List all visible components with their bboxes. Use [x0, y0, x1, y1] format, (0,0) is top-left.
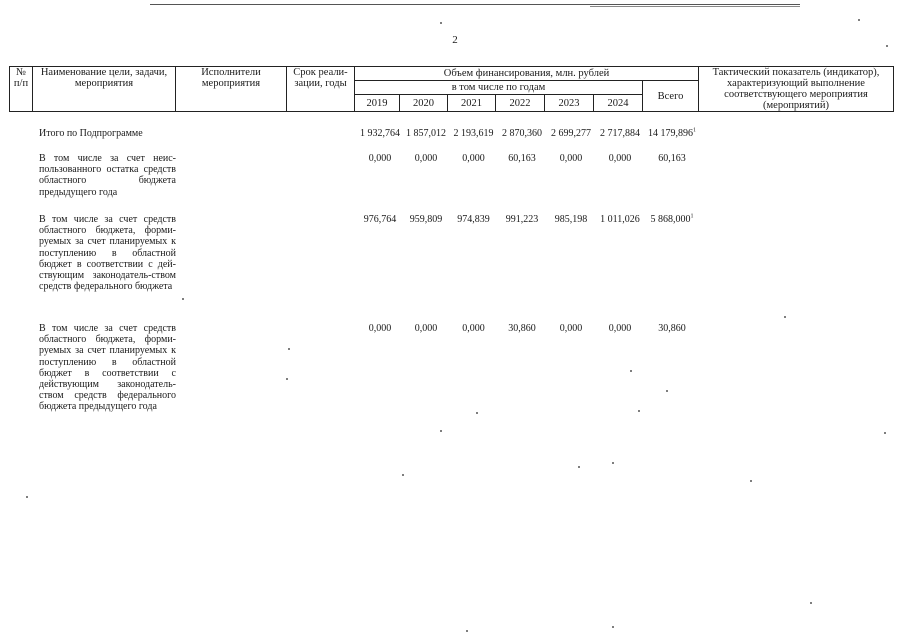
header-year: 2022: [496, 95, 545, 112]
header-executors: Исполнители мероприятия: [176, 67, 287, 112]
scan-speck: [630, 370, 632, 372]
scan-speck: [288, 348, 290, 350]
row-value-2020: 959,809: [409, 214, 443, 225]
row-value-2022: 2 870,360: [502, 128, 542, 139]
row-value-2021: 0,000: [462, 153, 485, 164]
scan-speck: [638, 410, 640, 412]
row-value-2019: 0,000: [368, 153, 392, 164]
row-total: 30,860: [658, 323, 686, 334]
scan-speck: [182, 298, 184, 300]
scan-speck: [26, 496, 28, 498]
row-value-2021: 974,839: [457, 214, 490, 225]
header-funding: Объем финансирования, млн. рублей: [355, 67, 699, 81]
row-value-2019: 976,764: [363, 214, 397, 225]
scan-speck: [286, 378, 288, 380]
footnote-mark: 1: [693, 127, 696, 134]
row-total: 14 179,896$^1$: [648, 127, 696, 139]
scan-speck: [612, 462, 614, 464]
row-value-2019: 0,000: [368, 323, 392, 334]
scan-speck: [476, 412, 478, 414]
row-value-2022: 991,223: [505, 214, 539, 225]
row-value-2023: 985,198: [554, 214, 588, 225]
scan-speck: [750, 480, 752, 482]
scan-speck: [858, 19, 860, 21]
page-number: 2: [452, 34, 458, 46]
scan-top-line: [150, 4, 800, 5]
scan-speck: [402, 474, 404, 476]
header-year: 2023: [545, 95, 594, 112]
header-indicator: Тактический показатель (индикатор), характеризующий выполнение соответствующего мероприятия (мероприятий): [699, 67, 894, 112]
header-num: № п/п: [10, 67, 33, 112]
scan-speck: [784, 316, 786, 318]
scan-speck: [440, 430, 442, 432]
row-total: 5 868,000$^1$: [650, 213, 694, 225]
row-value-2021: 2 193,619: [453, 128, 494, 139]
header-year: 2020: [400, 95, 448, 112]
scan-speck: [440, 22, 442, 24]
row-value-2022: 30,860: [508, 323, 536, 334]
row-value-2023: 2 699,277: [551, 128, 591, 139]
scan-speck: [666, 390, 668, 392]
scan-speck: [578, 466, 580, 468]
header-total: Всего: [643, 81, 699, 112]
header-year: 2019: [355, 95, 400, 112]
row-value-2023: 0,000: [559, 153, 583, 164]
row-value-2021: 0,000: [462, 323, 485, 334]
row-value-2020: 0,000: [414, 153, 438, 164]
row-value-2024: 2 717,884: [600, 128, 640, 139]
header-by-years: в том числе по годам: [355, 81, 643, 95]
footnote-mark: 1: [690, 213, 694, 220]
scan-speck: [466, 630, 468, 632]
header-name: Наименование цели, задачи, мероприятия: [33, 67, 176, 112]
row-name: В том числе за счет средств областного бюджета, форми-руемых за счет планируемых к поступлению в областной бюджет в соответствии с действующим законодатель-ством средств федерального бюджета предыдущего года: [39, 323, 176, 413]
table-header: [9, 66, 894, 112]
scan-speck: [886, 45, 888, 47]
row-value-2024: 0,000: [608, 323, 632, 334]
row-total: 60,163: [658, 153, 686, 164]
row-name: В том числе за счет неис-пользованного остатка средств областного бюджета предыдущего года: [39, 153, 176, 198]
scan-speck: [612, 626, 614, 628]
header-year: 2024: [594, 95, 643, 112]
row-value-2020: 0,000: [414, 323, 438, 334]
scan-speck: [810, 602, 812, 604]
row-name: В том числе за счет средств областного бюджета, форми-руемых за счет планируемых к поступлению в областной бюджет в соответствии с дей-ствующим законодатель-ством средств федерального бюджета: [39, 214, 176, 293]
scan-speck: [884, 432, 886, 434]
row-value-2019: 1 932,764: [360, 128, 400, 139]
row-value-2020: 1 857,012: [406, 128, 446, 139]
header-year: 2021: [448, 95, 496, 112]
row-value-2024: 1 011,026: [600, 214, 640, 225]
scan-top-line: [590, 6, 800, 7]
row-value-2022: 60,163: [508, 153, 536, 164]
row-name: Итого по Подпрограмме: [39, 128, 143, 139]
row-value-2023: 0,000: [559, 323, 583, 334]
header-term: Срок реали-зации, годы: [287, 67, 355, 112]
row-value-2024: 0,000: [608, 153, 632, 164]
